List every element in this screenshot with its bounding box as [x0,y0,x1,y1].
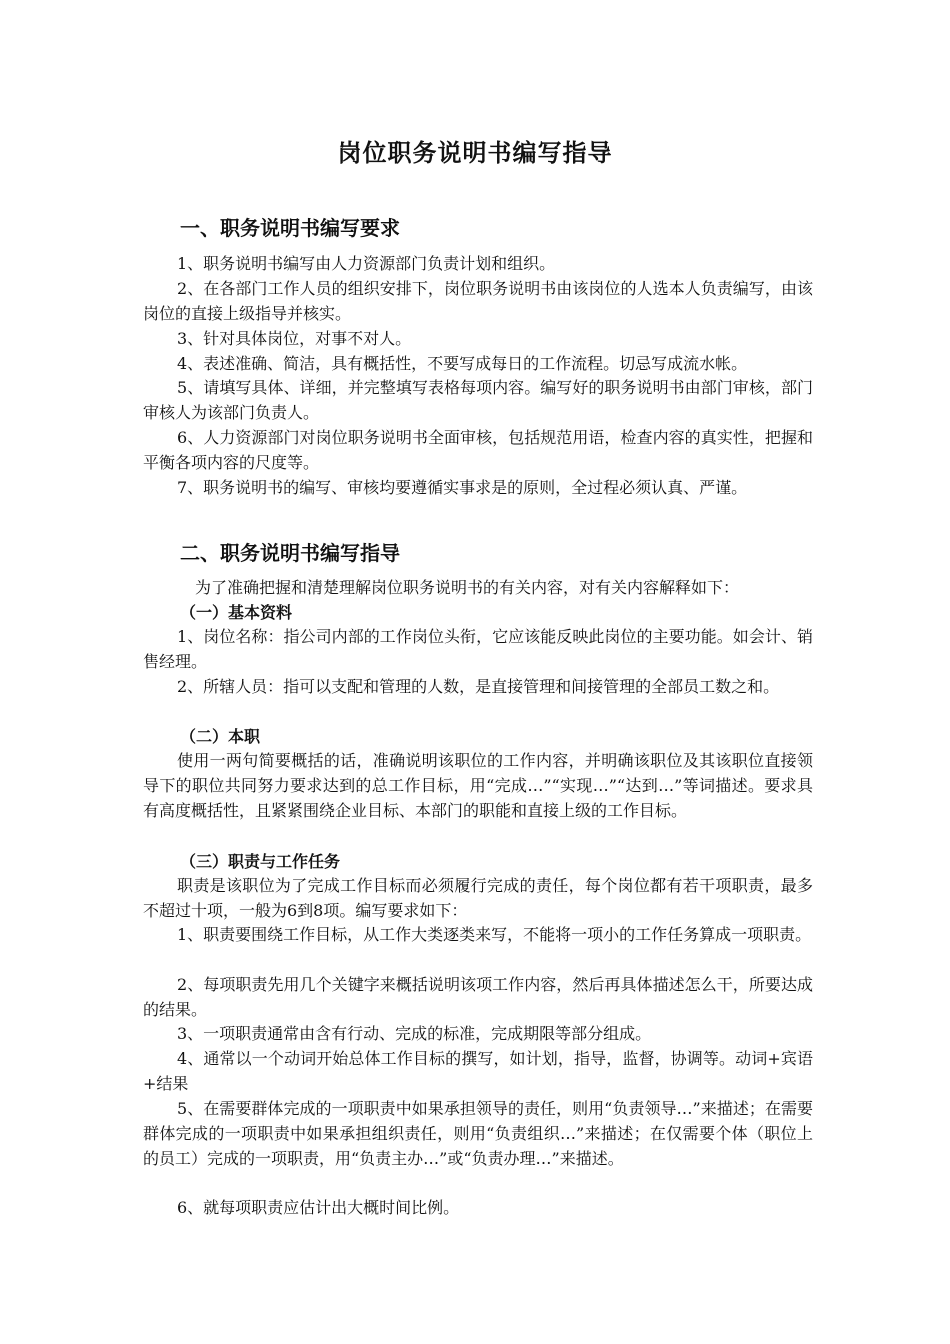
section-1-item-3: 3、针对具体岗位，对事不对人。 [177,329,412,348]
section-2-heading: 二、职务说明书编写指导 [180,541,400,565]
section-1-item-5: 5、请填写具体、详细，并完整填写表格每项内容。编写好的职务说明书由部门审核，部门审核人为该部门负责人。 [143,378,813,422]
subsection-3-item-5: 5、在需要群体完成的一项职责中如果承担领导的责任，则用“负责领导…”来描述；在需要群体完成的一项职责中如果承担组织责任，则用“负责组织…”来描述；在仅需要个体（职位上的员工）完成的一项职责，用“负责主办…”或“负责办理…”来描述。 [143,1099,813,1168]
subsection-3-item-3: 3、一项职责通常由含有行动、完成的标准，完成期限等部分组成。 [177,1024,652,1043]
subsection-1-heading: （一）基本资料 [180,603,293,622]
subsection-3-item-1: 1、职责要围绕工作目标，从工作大类逐类来写，不能将一项小的工作任务算成一项职责。 [177,925,812,944]
subsection-3-item-4: 4、通常以一个动词开始总体工作目标的撰写，如计划，指导，监督，协调等。动词+宾语+结果 [143,1049,813,1093]
section-1-item-2: 2、在各部门工作人员的组织安排下，岗位职务说明书由该岗位的人选本人负责编写，由该岗位的直接上级指导并核实。 [143,279,813,323]
section-1-item-4: 4、表述准确、简洁，具有概括性，不要写成每日的工作流程。切忌写成流水帐。 [177,354,748,373]
section-2-intro: 为了准确把握和清楚理解岗位职务说明书的有关内容，对有关内容解释如下： [195,578,740,597]
subsection-3-item-2: 2、每项职责先用几个关键字来概括说明该项工作内容，然后再具体描述怎么干，所要达成的结果。 [143,975,813,1019]
section-1-item-6: 6、人力资源部门对岗位职务说明书全面审核，包括规范用语，检查内容的真实性，把握和平衡各项内容的尺度等。 [143,428,813,472]
section-1-item-1: 1、职务说明书编写由人力资源部门负责计划和组织。 [177,254,556,273]
document-title: 岗位职务说明书编写指导 [337,139,613,167]
subsection-3-intro: 职责是该职位为了完成工作目标而必须履行完成的责任，每个岗位都有若干项职责，最多不超过十项，一般为6到8项。编写要求如下： [143,876,813,920]
subsection-1-item-1: 1、岗位名称：指公司内部的工作岗位头衔，它应该能反映此岗位的主要功能。如会计、销售经理。 [143,627,813,671]
section-1-heading: 一、职务说明书编写要求 [180,216,400,240]
subsection-2-text: 使用一两句简要概括的话，准确说明该职位的工作内容，并明确该职位及其该职位直接领导下的职位共同努力要求达到的总工作目标，用“完成…”“实现…”“达到…”等词描述。要求具有高度概括性，且紧紧围绕企业目标、本部门的职能和直接上级的工作目标。 [143,751,813,820]
subsection-3-item-6: 6、就每项职责应估计出大概时间比例。 [177,1198,460,1217]
section-1-item-7: 7、职务说明书的编写、审核均要遵循实事求是的原则，全过程必须认真、严谨。 [177,478,748,497]
subsection-1-item-2: 2、所辖人员：指可以支配和管理的人数，是直接管理和间接管理的全部员工数之和。 [177,677,780,696]
subsection-3-heading: （三）职责与工作任务 [180,852,341,871]
subsection-2-heading: （二）本职 [180,727,261,746]
